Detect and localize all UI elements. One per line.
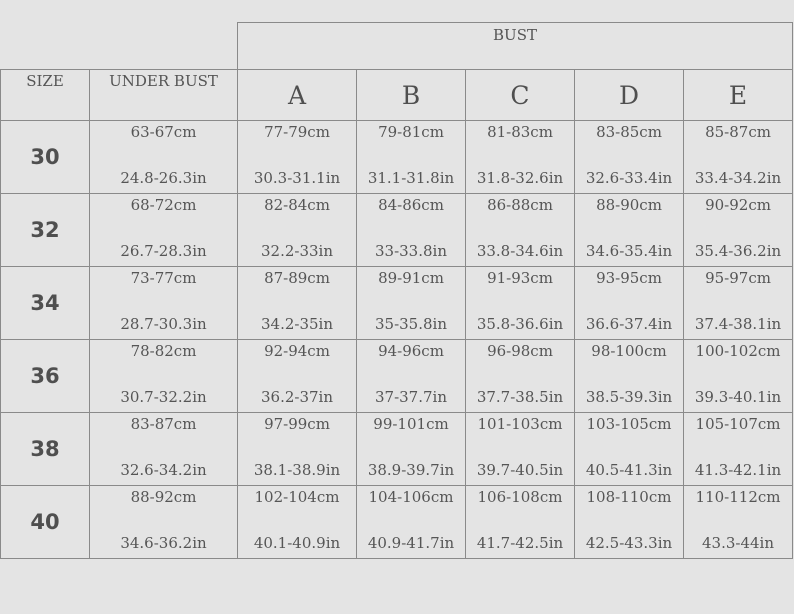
cup-e-cell-values <box>684 196 792 260</box>
cup-a-cell-cm: 87-89cm <box>264 269 330 287</box>
cup-c-cell <box>466 194 575 267</box>
cup-b-cell-values <box>357 342 465 406</box>
table-row <box>1 340 793 413</box>
cup-header-e: E <box>684 70 793 121</box>
cup-e-cell-in: 35.4-36.2in <box>694 242 782 260</box>
under-bust-cell-values <box>90 196 237 260</box>
size-header <box>1 70 90 121</box>
cup-a-cell-in: 38.1-38.9in <box>253 461 341 479</box>
under-bust-cell-cm: 68-72cm <box>130 196 197 214</box>
cup-e-cell-in: 37.4-38.1in <box>694 315 782 333</box>
cup-e-cell-values <box>684 415 792 479</box>
cup-b-cell <box>357 267 466 340</box>
under-bust-cell <box>90 121 238 194</box>
cup-a-cell-cm: 102-104cm <box>254 488 340 506</box>
cup-c-cell-cm: 86-88cm <box>487 196 553 214</box>
cup-c-cell-cm: 91-93cm <box>487 269 553 287</box>
cup-a-cell-in: 40.1-40.9in <box>253 534 341 552</box>
cup-c-cell-values <box>466 415 574 479</box>
cup-a-cell <box>238 413 357 486</box>
cup-b-cell-values <box>357 415 465 479</box>
cup-c-cell-cm: 106-108cm <box>477 488 563 506</box>
cup-header-a: A <box>238 70 357 121</box>
cup-b-cell-in: 33-33.8in <box>374 242 447 260</box>
cup-e-cell <box>684 121 793 194</box>
under-bust-cell-values <box>90 488 237 552</box>
cup-d-cell <box>575 413 684 486</box>
bust-header <box>238 23 793 70</box>
cup-b-cell <box>357 121 466 194</box>
cup-header-b: B <box>357 70 466 121</box>
cup-b-cell-cm: 79-81cm <box>378 123 444 141</box>
cup-e-cell-cm: 90-92cm <box>705 196 771 214</box>
cup-d-cell <box>575 121 684 194</box>
bust-header-label: BUST <box>493 26 537 44</box>
cup-e-cell <box>684 194 793 267</box>
cup-d-cell-cm: 103-105cm <box>586 415 672 433</box>
cup-d-cell-values <box>575 342 683 406</box>
cup-a-cell-cm: 92-94cm <box>264 342 330 360</box>
cup-a-cell <box>238 121 357 194</box>
cup-e-cell-in: 41.3-42.1in <box>694 461 782 479</box>
cup-d-cell-cm: 88-90cm <box>596 196 662 214</box>
under-bust-header-label: UNDER BUST <box>109 72 218 90</box>
cup-d-cell <box>575 486 684 559</box>
cup-b-cell <box>357 486 466 559</box>
cup-e-cell-cm: 105-107cm <box>695 415 781 433</box>
under-bust-cell <box>90 194 238 267</box>
cup-e-cell-cm: 100-102cm <box>695 342 781 360</box>
under-bust-cell <box>90 413 238 486</box>
size-cell: 40 <box>1 486 90 559</box>
blank-corner <box>1 23 238 70</box>
under-bust-cell-in: 24.8-26.3in <box>120 169 207 187</box>
cup-c-cell-values <box>466 196 574 260</box>
under-bust-cell-cm: 63-67cm <box>130 123 197 141</box>
cup-b-cell-values <box>357 123 465 187</box>
under-bust-cell-in: 32.6-34.2in <box>120 461 207 479</box>
cup-e-cell-cm: 85-87cm <box>705 123 771 141</box>
cup-e-cell <box>684 486 793 559</box>
under-bust-cell <box>90 267 238 340</box>
cup-header-d: D <box>575 70 684 121</box>
cup-a-cell-in: 36.2-37in <box>260 388 333 406</box>
under-bust-header <box>90 70 238 121</box>
cup-b-cell-cm: 94-96cm <box>378 342 444 360</box>
cup-e-cell <box>684 267 793 340</box>
cup-d-cell-in: 34.6-35.4in <box>585 242 673 260</box>
cup-d-cell-values <box>575 123 683 187</box>
cup-b-cell <box>357 413 466 486</box>
cup-b-cell-in: 37-37.7in <box>374 388 447 406</box>
cup-a-cell-values <box>238 196 356 260</box>
cup-e-cell <box>684 413 793 486</box>
cup-d-cell-cm: 98-100cm <box>591 342 667 360</box>
cup-d-cell-in: 40.5-41.3in <box>585 461 673 479</box>
size-header-label: SIZE <box>26 72 64 90</box>
cup-e-cell-in: 43.3-44in <box>702 534 775 552</box>
table-row <box>1 194 793 267</box>
cup-a-cell-values <box>238 342 356 406</box>
cup-b-cell-cm: 99-101cm <box>373 415 449 433</box>
cup-b-cell-cm: 104-106cm <box>368 488 454 506</box>
cup-e-cell-values <box>684 342 792 406</box>
cup-d-cell-cm: 108-110cm <box>586 488 672 506</box>
cup-e-cell-cm: 110-112cm <box>695 488 781 506</box>
cup-e-cell-values <box>684 269 792 333</box>
cup-a-cell-cm: 82-84cm <box>264 196 330 214</box>
cup-d-cell <box>575 267 684 340</box>
under-bust-cell-in: 30.7-32.2in <box>120 388 207 406</box>
cup-c-cell-cm: 81-83cm <box>487 123 553 141</box>
cup-c-cell-in: 35.8-36.6in <box>476 315 564 333</box>
cup-d-cell-cm: 93-95cm <box>596 269 662 287</box>
cup-a-cell-values <box>238 269 356 333</box>
under-bust-cell <box>90 340 238 413</box>
cup-a-cell-in: 32.2-33in <box>260 242 333 260</box>
cup-b-cell-values <box>357 269 465 333</box>
cup-b-cell-cm: 89-91cm <box>378 269 444 287</box>
table-row <box>1 121 793 194</box>
cup-b-cell-in: 38.9-39.7in <box>367 461 455 479</box>
cup-b-cell-in: 40.9-41.7in <box>367 534 455 552</box>
cup-c-cell-in: 31.8-32.6in <box>476 169 564 187</box>
cup-d-cell-values <box>575 196 683 260</box>
cup-c-cell-values <box>466 342 574 406</box>
table-row <box>1 486 793 559</box>
cup-c-cell-cm: 96-98cm <box>487 342 553 360</box>
cup-a-cell-in: 34.2-35in <box>260 315 333 333</box>
cup-d-cell <box>575 194 684 267</box>
cup-c-cell-values <box>466 488 574 552</box>
cup-d-cell-values <box>575 269 683 333</box>
cup-a-cell <box>238 486 357 559</box>
under-bust-cell-values <box>90 269 237 333</box>
cup-e-cell-values <box>684 488 792 552</box>
size-cell: 32 <box>1 194 90 267</box>
cup-c-cell <box>466 340 575 413</box>
cup-c-cell-cm: 101-103cm <box>477 415 563 433</box>
cup-d-cell-in: 42.5-43.3in <box>585 534 673 552</box>
cup-a-cell-cm: 97-99cm <box>264 415 330 433</box>
under-bust-cell-cm: 88-92cm <box>130 488 197 506</box>
cup-c-cell-in: 37.7-38.5in <box>476 388 564 406</box>
cup-d-cell-in: 38.5-39.3in <box>585 388 673 406</box>
under-bust-cell-cm: 78-82cm <box>130 342 197 360</box>
cup-a-cell-cm: 77-79cm <box>264 123 330 141</box>
cup-c-cell-in: 39.7-40.5in <box>476 461 564 479</box>
cup-c-cell-in: 33.8-34.6in <box>476 242 564 260</box>
cup-c-cell-in: 41.7-42.5in <box>476 534 564 552</box>
cup-d-cell-in: 32.6-33.4in <box>585 169 673 187</box>
cup-a-cell-in: 30.3-31.1in <box>253 169 341 187</box>
cup-header-c: C <box>466 70 575 121</box>
cup-b-cell-values <box>357 196 465 260</box>
cup-c-cell <box>466 121 575 194</box>
under-bust-cell-in: 28.7-30.3in <box>120 315 207 333</box>
cup-a-cell-values <box>238 415 356 479</box>
cup-d-cell-values <box>575 488 683 552</box>
under-bust-cell-in: 34.6-36.2in <box>120 534 207 552</box>
table-row <box>1 267 793 340</box>
cup-e-cell-in: 39.3-40.1in <box>694 388 782 406</box>
cup-b-cell <box>357 194 466 267</box>
cup-d-cell <box>575 340 684 413</box>
under-bust-cell-cm: 83-87cm <box>130 415 197 433</box>
bra-size-chart <box>0 22 793 559</box>
cup-b-cell-in: 31.1-31.8in <box>367 169 455 187</box>
cup-a-cell <box>238 194 357 267</box>
cup-b-cell-in: 35-35.8in <box>374 315 447 333</box>
under-bust-cell-values <box>90 342 237 406</box>
cup-b-cell-values <box>357 488 465 552</box>
cup-c-cell-values <box>466 269 574 333</box>
size-cell: 30 <box>1 121 90 194</box>
under-bust-cell-values <box>90 123 237 187</box>
cup-b-cell-cm: 84-86cm <box>378 196 444 214</box>
under-bust-cell-in: 26.7-28.3in <box>120 242 207 260</box>
cup-a-cell-values <box>238 123 356 187</box>
cup-e-cell-cm: 95-97cm <box>705 269 771 287</box>
size-cell: 38 <box>1 413 90 486</box>
cup-b-cell <box>357 340 466 413</box>
cup-e-cell-in: 33.4-34.2in <box>694 169 782 187</box>
size-cell: 36 <box>1 340 90 413</box>
under-bust-cell-cm: 73-77cm <box>130 269 197 287</box>
cup-a-cell-values <box>238 488 356 552</box>
cup-c-cell <box>466 267 575 340</box>
cup-a-cell <box>238 340 357 413</box>
cup-d-cell-in: 36.6-37.4in <box>585 315 673 333</box>
cup-e-cell <box>684 340 793 413</box>
under-bust-cell-values <box>90 415 237 479</box>
cup-d-cell-values <box>575 415 683 479</box>
cup-c-cell <box>466 413 575 486</box>
cup-d-cell-cm: 83-85cm <box>596 123 662 141</box>
cup-c-cell-values <box>466 123 574 187</box>
cup-c-cell <box>466 486 575 559</box>
size-cell: 34 <box>1 267 90 340</box>
cup-e-cell-values <box>684 123 792 187</box>
cup-a-cell <box>238 267 357 340</box>
table-row <box>1 413 793 486</box>
under-bust-cell <box>90 486 238 559</box>
